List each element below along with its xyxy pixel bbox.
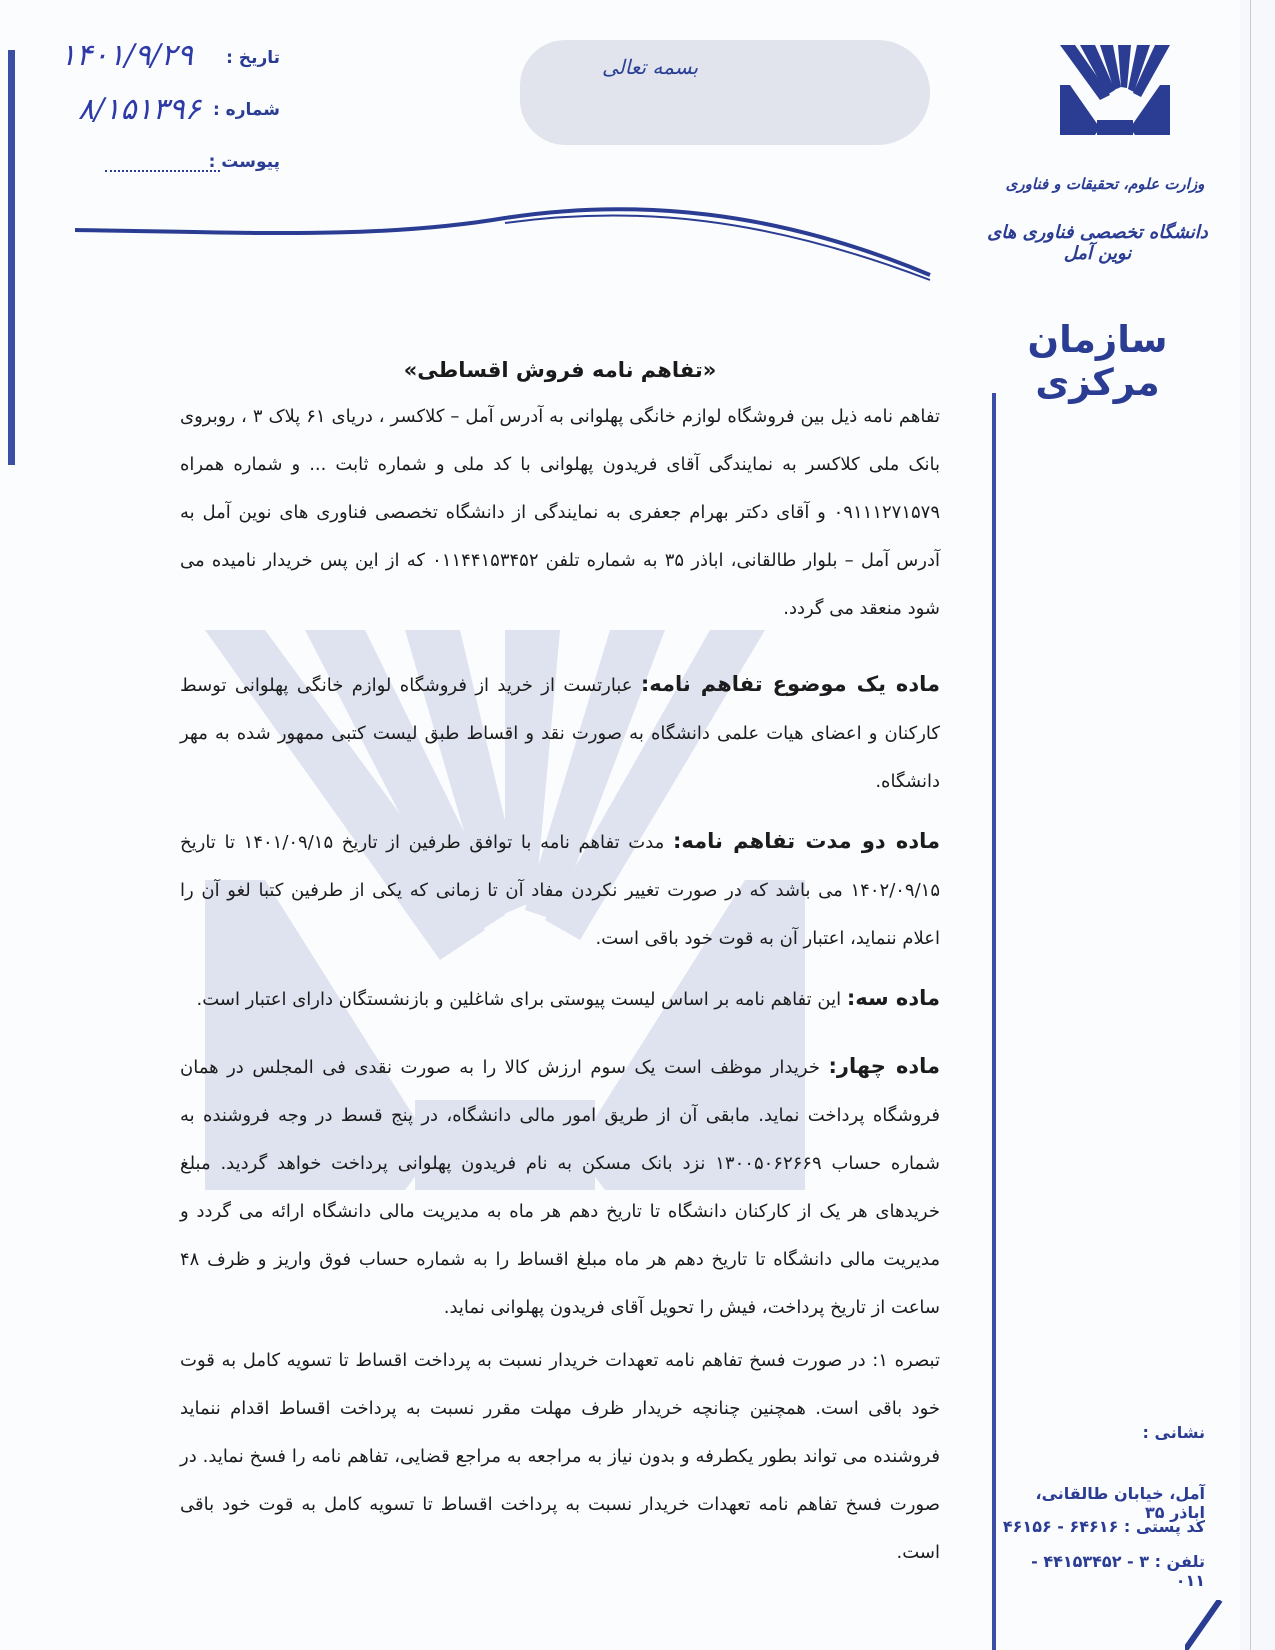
attachment-label: پیوست : (208, 152, 280, 172)
number-value: ۸/۱۵۱۳۹۶ (78, 92, 201, 127)
bismillah: بسمه تعالی (601, 55, 699, 79)
article-4-heading: ماده چهار: (828, 1054, 941, 1078)
page-edge (1250, 0, 1251, 1650)
phone-number: تلفن : ۳ - ۴۴۱۵۳۴۵۲ - ۰۱۱ (1031, 1552, 1205, 1590)
article-2-heading: ماده دو مدت تفاهم نامه: (673, 829, 940, 853)
corner-stroke (1185, 1600, 1225, 1650)
article-4-text: خریدار موظف است یک سوم ارزش کالا را به صورت نقدی فی المجلس در همان فروشگاه پرداخت نماید. مابقی آن از طریق امور مالی دانشگاه، در پنج قسط در وجه فروشنده به شماره حساب ۱۳۰۰۵۰۶۲۶۶۹ نزد بانک مسکن به نام فریدون پهلوانی پرداخت خواهد گردید. مبلغ خریدهای هر یک از کارکنان دانشگاه تا تاریخ دهم هر ماه به مدیریت مالی دانشگاه ارائه می گردد و مدیریت مالی دانشگاه تا تاریخ دهم هر ماه مبلغ اقساط را به شماره حساب فوق واریز و ظرف ۴۸ ساعت از تاریخ پرداخت، فیش را تحویل آقای فریدون پهلوانی نماید. (180, 1057, 940, 1318)
left-edge-bar (8, 50, 15, 465)
organization-name: سازمان مرکزی (1027, 318, 1168, 404)
header-wave-line (75, 200, 935, 290)
intro-paragraph: تفاهم نامه ذیل بین فروشگاه لوازم خانگی پهلوانی به آدرس آمل – کلاکسر ، دریای ۶۱ پلاک ۳ ، روبروی بانک ملی کلاکسر به نمایندگی آقای فریدون پهلوانی با کد ملی و شماره ثابت ... و شماره همراه ۰۹۱۱۱۲۷۱۵۷۹ و آقای دکتر بهرام جعفری به نمایندگی از دانشگاه تخصصی فناوری های نوین آمل به آدرس آمل – بلوار طالقانی، اباذر ۳۵ به شماره تلفن ۰۱۱۴۴۱۵۳۴۵۲ که از این پس خریدار نامیده می شود منعقد می گردد. (180, 406, 940, 619)
article-3 (180, 974, 940, 1024)
address-label: نشانی : (1142, 1423, 1205, 1442)
article-4 (180, 1042, 940, 1332)
postal-code: کد پستی : ۶۴۶۱۶ - ۴۶۱۵۶ (1002, 1517, 1205, 1536)
article-1-text: عبارتست از خرید از فروشگاه لوازم خانگی پهلوانی توسط کارکنان و اعضای هیات علمی دانشگاه به صورت نقد و اقساط طبق لیست کتبی ممهور شده به مهر دانشگاه. (180, 675, 940, 792)
article-3-text: این تفاهم نامه بر اساس لیست پیوستی برای شاغلین و بازنشستگان دارای اعتبار است. (196, 989, 847, 1010)
note-1: تبصره ۱: در صورت فسخ تفاهم نامه تعهدات خریدار نسبت به پرداخت اقساط تا تسویه کامل به قوت خود باقی است. همچنین چنانچه خریدار ظرف مهلت مقرر نسبت به پرداخت اقساط اقدام ننماید فروشنده می تواند بطور یکطرفه و بدون نیاز به مراجعه به مراجع قضایی، تفاهم نامه را فسخ نماید. در صورت فسخ تفاهم نامه تعهدات خریدار نسبت به پرداخت اقساط تا تسویه کامل به قوت خود باقی است. (180, 1350, 940, 1563)
article-2-text: مدت تفاهم نامه با توافق طرفین از تاریخ ۱۴۰۱/۰۹/۱۵ تا تاریخ ۱۴۰۲/۰۹/۱۵ می باشد که در صورت تغییر نکردن مفاد آن تا زمانی که یکی از طرفین کتبا لغو آن را اعلام ننماید، اعتبار آن به قوت خود باقی است. (180, 832, 940, 949)
attachment-dots (105, 170, 220, 172)
document-title: «تفاهم نامه فروش اقساطی» (403, 358, 717, 382)
article-1 (180, 660, 940, 806)
university-logo (1055, 40, 1175, 145)
date-value: ۱۴۰۱/۹/۲۹ (60, 38, 194, 73)
address-text: آمل، خیابان طالقانی، اباذر ۳۵ (1035, 1484, 1205, 1522)
university-name: دانشگاه تخصصی فناوری های نوین آمل (987, 222, 1208, 264)
article-1-heading: ماده یک موضوع تفاهم نامه: (640, 672, 940, 696)
ministry-name: وزارت علوم، تحقیقات و فناوری (1005, 175, 1205, 193)
number-label: شماره : (212, 100, 280, 120)
right-margin-line (992, 393, 996, 1650)
date-label: تاریخ : (226, 48, 280, 68)
article-2 (180, 817, 940, 963)
article-3-heading: ماده سه: (846, 986, 940, 1010)
